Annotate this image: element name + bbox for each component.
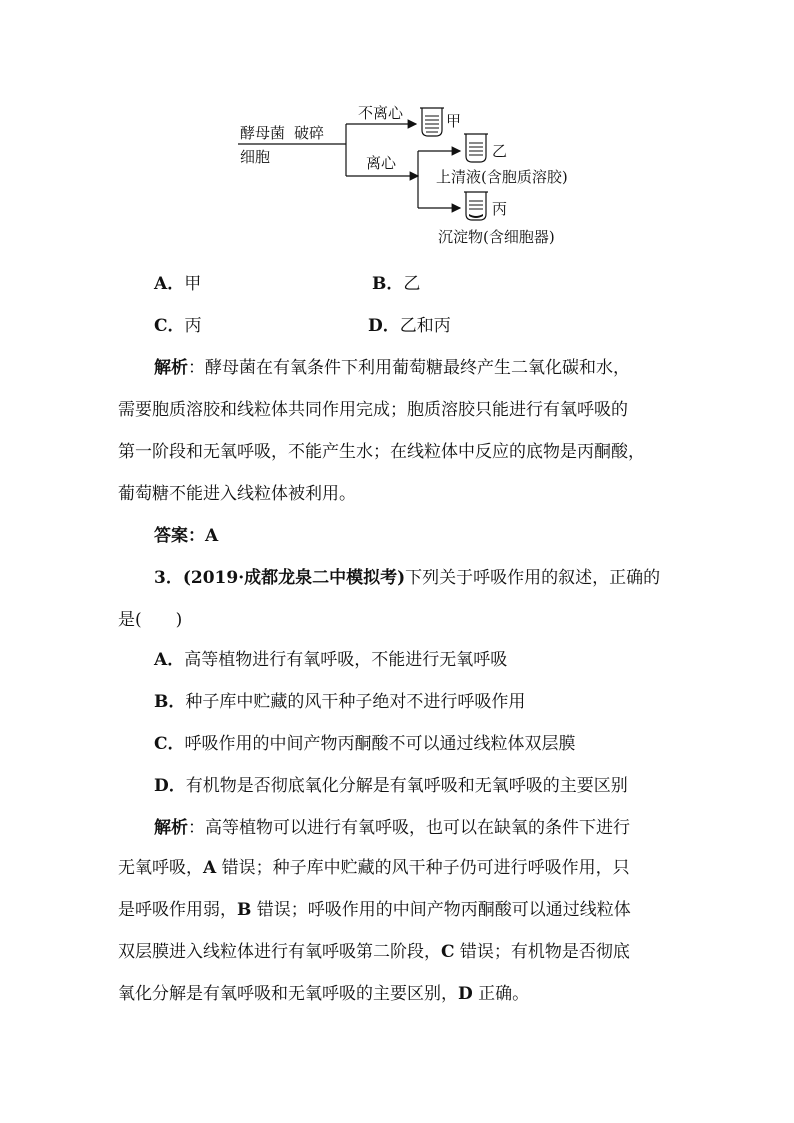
q3-analysis-line4 — [118, 940, 630, 964]
tube-c-caption: 沉淀物(含细胞器) — [438, 228, 555, 246]
tube-jia-icon — [420, 108, 444, 136]
step-label: 破碎 — [294, 124, 325, 142]
q3-analysis-text2b: A — [203, 858, 217, 878]
q3-analysis-text2c: 错误；种子库中贮藏的风干种子仍可进行呼吸作用，只 — [216, 858, 630, 878]
option-c — [154, 314, 202, 338]
tube-c-label: 丙 — [492, 200, 508, 218]
q3-option-b-label: B． — [154, 692, 186, 712]
q2-analysis-text1: ：酵母菌在有氧条件下利用葡萄糖最终产生二氧化碳和水， — [188, 358, 630, 378]
q3-option-a-text: 高等植物进行有氧呼吸，不能进行无氧呼吸 — [184, 650, 508, 670]
q2-analysis-line4: 葡萄糖不能进入线粒体被利用。 — [118, 484, 356, 504]
q2-answer-value: ：A — [188, 526, 219, 546]
q3-analysis-text4c: 错误；有机物是否彻底 — [454, 942, 630, 962]
q3-analysis-line5 — [118, 982, 529, 1006]
q3-analysis-text5a: 氧化分解是有氧呼吸和无氧呼吸的主要区别， — [118, 984, 458, 1004]
option-b-label: B． — [372, 274, 404, 294]
tube-b-label: 乙 — [492, 142, 508, 160]
branch-bottom-label: 离心 — [366, 154, 397, 172]
q2-analysis-line1 — [154, 356, 630, 380]
q3-analysis-text5c: 正确。 — [472, 984, 530, 1004]
q3-option-c — [154, 732, 576, 756]
q3-option-d-text: 有机物是否彻底氧化分解是有氧呼吸和无氧呼吸的主要区别 — [185, 776, 628, 796]
tube-a-label: 甲 — [446, 112, 462, 130]
option-a-label: A． — [154, 274, 185, 294]
q3-stem-text: 下列关于呼吸作用的叙述，正确的 — [405, 568, 661, 588]
option-b — [372, 272, 420, 296]
q3-option-d-label: D． — [154, 776, 186, 796]
q3-option-c-text: 呼吸作用的中间产物丙酮酸不可以通过线粒体双层膜 — [184, 734, 576, 754]
q2-analysis-label: 解析 — [154, 358, 188, 378]
option-a — [154, 272, 201, 296]
q3-analysis-text3b: B — [237, 900, 252, 920]
q3-analysis-text5b: D — [458, 984, 473, 1004]
q3-option-d — [154, 774, 628, 798]
q3-analysis-text4a: 双层膜进入线粒体进行有氧呼吸第二阶段， — [118, 942, 441, 962]
option-d-label: D． — [368, 316, 400, 336]
q3-analysis-text3c: 错误；呼吸作用的中间产物丙酮酸可以通过线粒体 — [251, 900, 631, 920]
option-a-text: 甲 — [184, 274, 202, 294]
tube-b-caption: 上清液(含胞质溶胶) — [436, 168, 568, 186]
q3-source: (2019·成都龙泉二中模拟考) — [182, 568, 406, 588]
q3-option-a-label: A． — [154, 650, 185, 670]
option-c-label: C． — [154, 316, 185, 336]
source-label-line2: 细胞 — [240, 148, 271, 166]
q2-answer-label: 答案 — [154, 526, 188, 546]
q3-option-c-label: C． — [154, 734, 185, 754]
q3-stem-line1 — [154, 566, 660, 590]
q3-analysis-text2a: 无氧呼吸， — [118, 858, 203, 878]
q3-analysis-line2 — [118, 856, 630, 880]
branch-top-label: 不离心 — [358, 104, 404, 122]
option-b-text: 乙 — [403, 274, 421, 294]
q3-analysis-line1 — [154, 816, 630, 840]
centrifuge-diagram — [236, 96, 596, 256]
q3-analysis-text3a: 是呼吸作用弱， — [118, 900, 237, 920]
option-d — [368, 314, 451, 338]
q3-number: 3． — [154, 568, 183, 588]
tube-bing-icon — [464, 192, 488, 220]
q3-analysis-label: 解析 — [154, 818, 188, 838]
q3-analysis-line3 — [118, 898, 631, 922]
q2-analysis-line2: 需要胞质溶胶和线粒体共同作用完成；胞质溶胶只能进行有氧呼吸的 — [118, 400, 628, 420]
q3-stem-line2: 是( ) — [118, 610, 183, 630]
q3-option-b-text: 种子库中贮藏的风干种子绝对不进行呼吸作用 — [185, 692, 526, 712]
option-d-text: 乙和丙 — [399, 316, 451, 336]
q2-analysis-line3: 第一阶段和无氧呼吸，不能产生水；在线粒体中反应的底物是丙酮酸， — [118, 442, 645, 462]
q2-answer — [154, 524, 218, 548]
source-label-line1: 酵母菌 — [240, 124, 286, 142]
option-c-text: 丙 — [184, 316, 202, 336]
q3-option-a — [154, 648, 507, 672]
tube-yi-icon — [464, 134, 488, 162]
q3-option-b — [154, 690, 525, 714]
q3-analysis-text4b: C — [441, 942, 455, 962]
q3-analysis-text1: ：高等植物可以进行有氧呼吸，也可以在缺氧的条件下进行 — [188, 818, 630, 838]
